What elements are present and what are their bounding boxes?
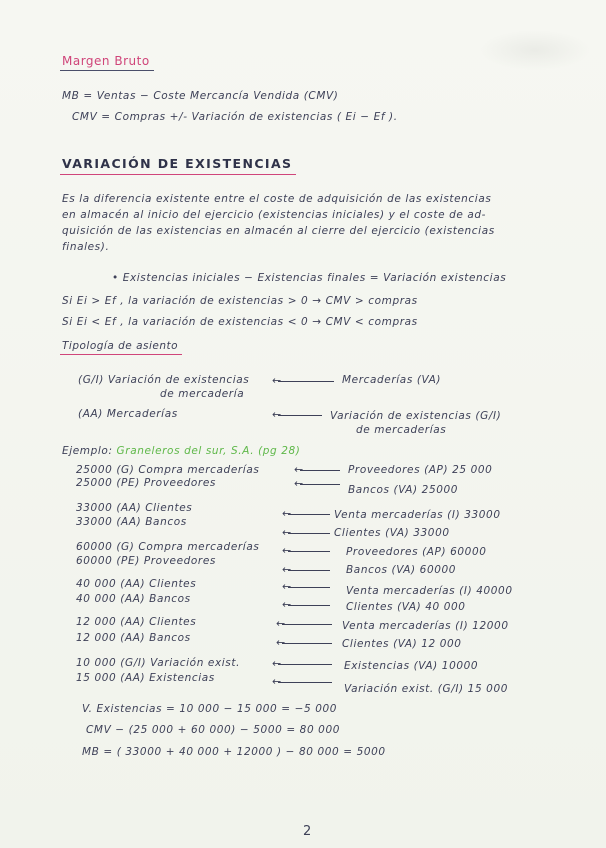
arrow-icon	[278, 682, 332, 683]
arrow-icon	[278, 415, 322, 416]
arrow-icon	[288, 605, 330, 606]
entry-1-right-1: Proveedores (AP) 25 000	[348, 464, 493, 476]
paragraph-line-4: finales).	[62, 241, 110, 253]
entry-5-right-1: Venta mercaderías (I) 12000	[342, 620, 509, 632]
paper-smudge	[480, 30, 590, 70]
entry-4-right-2: Clientes (VA) 40 000	[346, 601, 466, 613]
entry-3-right-2: Bancos (VA) 60000	[346, 564, 457, 576]
entry-2-right-1: Venta mercaderías (I) 33000	[334, 509, 501, 521]
entry-3-left-1: 60000 (G) Compra mercaderías	[76, 541, 260, 553]
entry-2-left-1: 33000 (AA) Clientes	[76, 502, 193, 514]
entry-5-right-2: Clientes (VA) 12 000	[342, 638, 462, 650]
paragraph-line-2: en almacén al inicio del ejercicio (existencias iniciales) y el coste de ad-	[62, 209, 487, 221]
tipologia-row1-right: Mercaderías (VA)	[342, 374, 442, 386]
entry-1-left-2: 25000 (PE) Proveedores	[76, 477, 216, 489]
arrow-icon	[288, 533, 330, 534]
arrow-icon	[282, 624, 332, 625]
margen-bruto-title: Margen Bruto	[62, 54, 150, 68]
entry-2-left-2: 33000 (AA) Bancos	[76, 516, 187, 528]
arrow-icon	[278, 664, 332, 665]
case-ei-less: Si Ei < Ef , la variación de existencias < 0 → CMV < compras	[62, 316, 418, 328]
arrow-icon	[300, 484, 340, 485]
arrow-icon	[278, 381, 334, 382]
tipologia-row1-left-sub: de mercadería	[160, 388, 245, 400]
formula-cmv: CMV = Compras +/- Variación de existencias ( Ei − Ef ).	[72, 111, 398, 123]
formula-mb: MB = Ventas − Coste Mercancía Vendida (CMV)	[62, 90, 339, 102]
arrow-icon	[288, 587, 330, 588]
entry-1-left-1: 25000 (G) Compra mercaderías	[76, 464, 260, 476]
ejemplo-label: Ejemplo:	[62, 445, 113, 457]
arrow-icon	[288, 570, 330, 571]
arrow-icon	[288, 514, 330, 515]
tipologia-row1-left: (G/I) Variación de existencias	[78, 374, 250, 386]
entry-4-left-1: 40 000 (AA) Clientes	[76, 578, 197, 590]
tipologia-title: Tipología de asiento	[62, 340, 179, 352]
tipologia-row2-right: Variación de existencias (G/I)	[330, 410, 502, 422]
calc-cmv: CMV − (25 000 + 60 000) − 5000 = 80 000	[86, 724, 340, 736]
tipologia-row2-left: (AA) Mercaderías	[78, 408, 178, 420]
entry-6-right-1: Existencias (VA) 10000	[344, 660, 479, 672]
entry-2-right-2: Clientes (VA) 33000	[334, 527, 450, 539]
ejemplo-company: Graneleros del sur, S.A. (pg 28)	[116, 445, 301, 457]
paragraph-line-1: Es la diferencia existente entre el coste de adquisición de las existencias	[62, 193, 492, 205]
ejemplo-heading	[62, 445, 301, 457]
entry-5-left-2: 12 000 (AA) Bancos	[76, 632, 191, 644]
calc-mb: MB = ( 33000 + 40 000 + 12000 ) − 80 000 = 5000	[82, 746, 386, 758]
arrow-icon	[282, 643, 332, 644]
bullet-formula: • Existencias iniciales − Existencias finales = Variación existencias	[112, 272, 507, 284]
entry-4-left-2: 40 000 (AA) Bancos	[76, 593, 191, 605]
arrow-icon	[300, 470, 340, 471]
case-ei-greater: Si Ei > Ef , la variación de existencias > 0 → CMV > compras	[62, 295, 418, 307]
entry-1-right-2: Bancos (VA) 25000	[348, 484, 459, 496]
page-number: 2	[303, 824, 312, 839]
entry-3-left-2: 60000 (PE) Proveedores	[76, 555, 216, 567]
entry-6-left-2: 15 000 (AA) Existencias	[76, 672, 215, 684]
entry-4-right-1: Venta mercaderías (I) 40000	[346, 585, 513, 597]
entry-5-left-1: 12 000 (AA) Clientes	[76, 616, 197, 628]
entry-6-right-2: Variación exist. (G/I) 15 000	[344, 683, 509, 695]
calc-variacion: V. Existencias = 10 000 − 15 000 = −5 000	[82, 703, 338, 715]
tipologia-row2-right-sub: de mercaderías	[356, 424, 447, 436]
variacion-title: VARIACIÓN DE EXISTENCIAS	[62, 156, 293, 171]
paragraph-line-3: quisición de las existencias en almacén al cierre del ejercicio (existencias	[62, 225, 495, 237]
entry-6-left-1: 10 000 (G/I) Variación exist.	[76, 657, 241, 669]
entry-3-right-1: Proveedores (AP) 60000	[346, 546, 487, 558]
arrow-icon	[288, 551, 330, 552]
